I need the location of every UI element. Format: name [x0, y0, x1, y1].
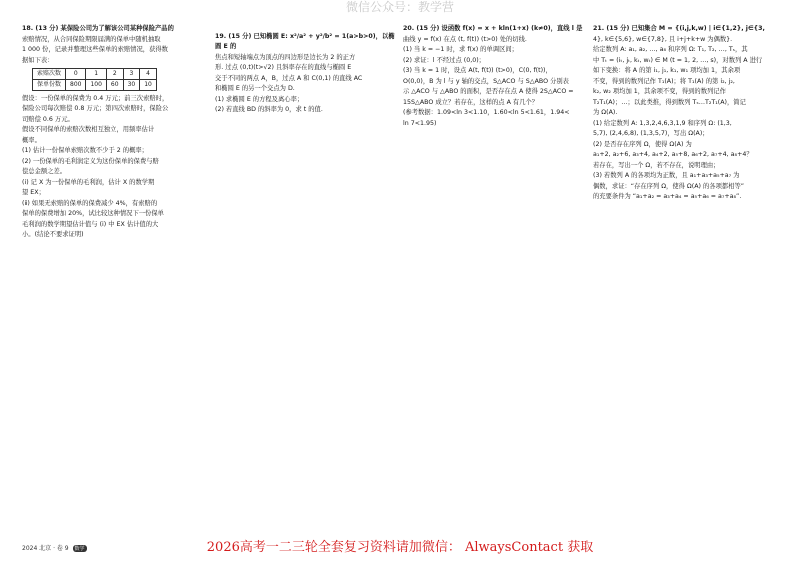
table-cell: 60 [106, 79, 123, 90]
q21-line: T₂T₁(A)；…；以此类推，得到数列 Tₛ…T₂T₁(A)，简记 [593, 98, 746, 106]
q21-line: 偶数，求证：“存在序列 Ω，使得 Ω(A) 的各项都相等” [593, 182, 745, 190]
page-label: 2024 北京 · 卷 9 [22, 545, 69, 552]
q20-line: (参考数据：1.09<ln 3<1.10，1.60<ln 5<1.61，1.94< [403, 109, 570, 116]
claims-table [32, 68, 157, 91]
q20-line: ln 7<1.95) [403, 119, 437, 127]
q21-line: (1) 给定数列 A: 1,3,2,4,6,3,1,9 和序列 Ω: (1,3, [593, 119, 732, 127]
q20-line: 20. (15 分) 设函数 f(x) = x + kln(1+x) (k≠0)，直线 l 是 [403, 25, 583, 32]
q19-line: 焦点和短轴端点为顶点的四边形是边长为 2 的正方 [215, 53, 356, 61]
table-row [33, 68, 157, 79]
q18-line: (2) 一份保单的毛利润定义为这份保单的保费与赔 [22, 157, 159, 165]
q21-line: 给定数列 A: a₁, a₂, …, a₈ 和序列 Ω: T₁, T₂, …, Tₛ，其 [593, 46, 748, 53]
q18-line: 保单的保费增加 20%，试比较这种情况下一份保单 [22, 210, 164, 217]
question-18 [22, 24, 208, 241]
q21-line: k₂, w₂ 项均加 1，其余项不变，得到的数列记作 [593, 88, 726, 95]
table-cell: 2 [106, 68, 123, 79]
q20-line: (3) 当 k = 1 时，设点 A(t, f(t)) (t>0)，C(0, f(t))， [403, 67, 552, 74]
q18-line: 假设：一份保单的保费为 0.4 万元；前三次索赔时， [22, 94, 169, 102]
q20-line: (2) 求证：l 不经过点 (0,0)； [403, 56, 485, 64]
q18-line: 保险公司每次赔偿 0.8 万元；第四次索赔时，保险公 [22, 105, 169, 112]
watermark: 微信公众号：教学营 [345, 0, 454, 14]
q18-line: (1) 估计一份保单索赔次数不少于 2 的概率； [22, 147, 148, 154]
q19-line: (2) 若直线 BD 的斜率为 0，求 t 的值. [215, 106, 323, 113]
q19-line: 和椭圆 E 的另一个交点为 D. [215, 85, 295, 92]
page-footer [22, 543, 87, 552]
q19-line: 形. 过点 (0,t)(t>√2) 且斜率存在的直线与椭圆 E [215, 64, 352, 71]
q18-line: 1 000 份，记录并整理这些保单的索赔情况，获得数 [22, 46, 168, 53]
question-20 [403, 24, 591, 129]
q20-line: O(0,0)，B 为 l 与 y 轴的交点，S△ACO 与 S△ABO 分别表 [403, 77, 569, 85]
table-row [33, 79, 157, 90]
q18-line: 司赔偿 0.6 万元。 [22, 115, 74, 123]
q21-line: 中 Tₜ = (iₜ, jₜ, kₜ, wₜ) ∈ M (t = 1, 2, …, s)，对数列 A 进行 [593, 56, 763, 64]
q21-line: 21. (15 分) 已知集合 M = {(i,j,k,w) | i∈{1,2}, j∈{3, [593, 25, 765, 32]
q18-line: 望 EX； [22, 189, 45, 196]
q21-line: (2) 是否存在序列 Ω，使得 Ω(A) 为 [593, 140, 692, 148]
q18-line: 偿总金额之差。 [22, 168, 67, 175]
q18-line: 索赔情况，从合同保险期限届满的保单中随机抽取 [22, 35, 161, 43]
table-cell: 0 [66, 68, 86, 79]
q21-line: (3) 若数列 A 的各项均为正数，且 a₁+a₃+a₅+a₇ 为 [593, 172, 740, 179]
q18-line: 小。(结论不要求证明) [22, 231, 84, 238]
table-cell: 1 [86, 68, 106, 79]
table-cell: 100 [86, 79, 106, 90]
q19-line: 19. (15 分) 已知椭圆 E: x²/a² + y²/b² = 1(a>b>0)，以椭圆 E 的 [215, 33, 395, 50]
q19-line: 交于不同的两点 A，B，过点 A 和 C(0,1) 的直线 AC [215, 74, 363, 82]
q21-line: 若存在，写出一个 Ω，若不存在，说明理由； [593, 161, 720, 169]
q18-line: 18. (13 分) 某保险公司为了解该公司某种保险产品的 [22, 25, 174, 32]
subject-badge: 数学 [74, 546, 85, 552]
q18-line: (ⅰ) 记 X 为一份保单的毛利润，估计 X 的数学期 [22, 178, 155, 186]
table-cell: 30 [123, 79, 140, 90]
q21-line: a₁+2, a₂+6, a₃+4, a₄+2, a₅+8, a₆+2, a₇+4, a₈+4？ [593, 151, 753, 158]
table-cell: 4 [140, 68, 157, 79]
q18-line: 据如下表： [22, 56, 54, 64]
footer-banner: 2026高考一二三轮全套复习资料请加微信： AlwaysContact 获取 [206, 540, 594, 555]
q20-line: 示 △ACO 与 △ABO 的面积，是否存在点 A 使得 2S△ACO = [403, 88, 574, 95]
q21-line: 5,7), (2,4,6,8), (1,3,5,7)，写出 Ω(A)； [593, 130, 709, 137]
q21-line: 如下变换：将 A 的第 i₁, j₁, k₁, w₁ 项均加 1，其余项 [593, 67, 741, 74]
table-cell: 保单份数 [33, 79, 66, 90]
q21-line: 为 Ω(A). [593, 109, 618, 116]
q18-line: (ⅱ) 如果无索赔的保单的保费减少 4%，有索赔的 [22, 199, 158, 207]
q18-line: 毛利润的数学期望估计值与 (ⅰ) 中 EX 估计值的大 [22, 220, 159, 228]
q18-line: 概率。 [22, 136, 41, 144]
table-cell: 800 [66, 79, 86, 90]
table-cell: 10 [140, 79, 157, 90]
table-cell: 3 [123, 68, 140, 79]
q20-line: (1) 当 k = −1 时，求 f(x) 的单调区间； [403, 46, 518, 53]
q21-line: 4}, k∈{5,6}, w∈{7,8}, 且 i+j+k+w 为偶数}. [593, 35, 733, 43]
q21-line: 不变，得到的数列记作 T₁(A)；将 T₁(A) 的第 i₂, j₂, [593, 77, 735, 85]
question-21 [593, 24, 785, 203]
q18-line: 假设不同保单的索赔次数相互独立，用频率估计 [22, 126, 155, 133]
q20-line: 曲线 y = f(x) 在点 (t, f(t)) (t>0) 处的切线. [403, 35, 527, 43]
q19-line: (1) 求椭圆 E 的方程及离心率； [215, 95, 304, 103]
question-19 [215, 32, 395, 116]
table-cell: 索赔次数 [33, 68, 66, 79]
q20-line: 15S△ABO 成立？若存在，这样的点 A 有几个？ [403, 98, 539, 106]
q21-line: 的充要条件为 “a₁+a₂ = a₃+a₄ = a₅+a₆ = a₇+a₈”. [593, 193, 742, 200]
